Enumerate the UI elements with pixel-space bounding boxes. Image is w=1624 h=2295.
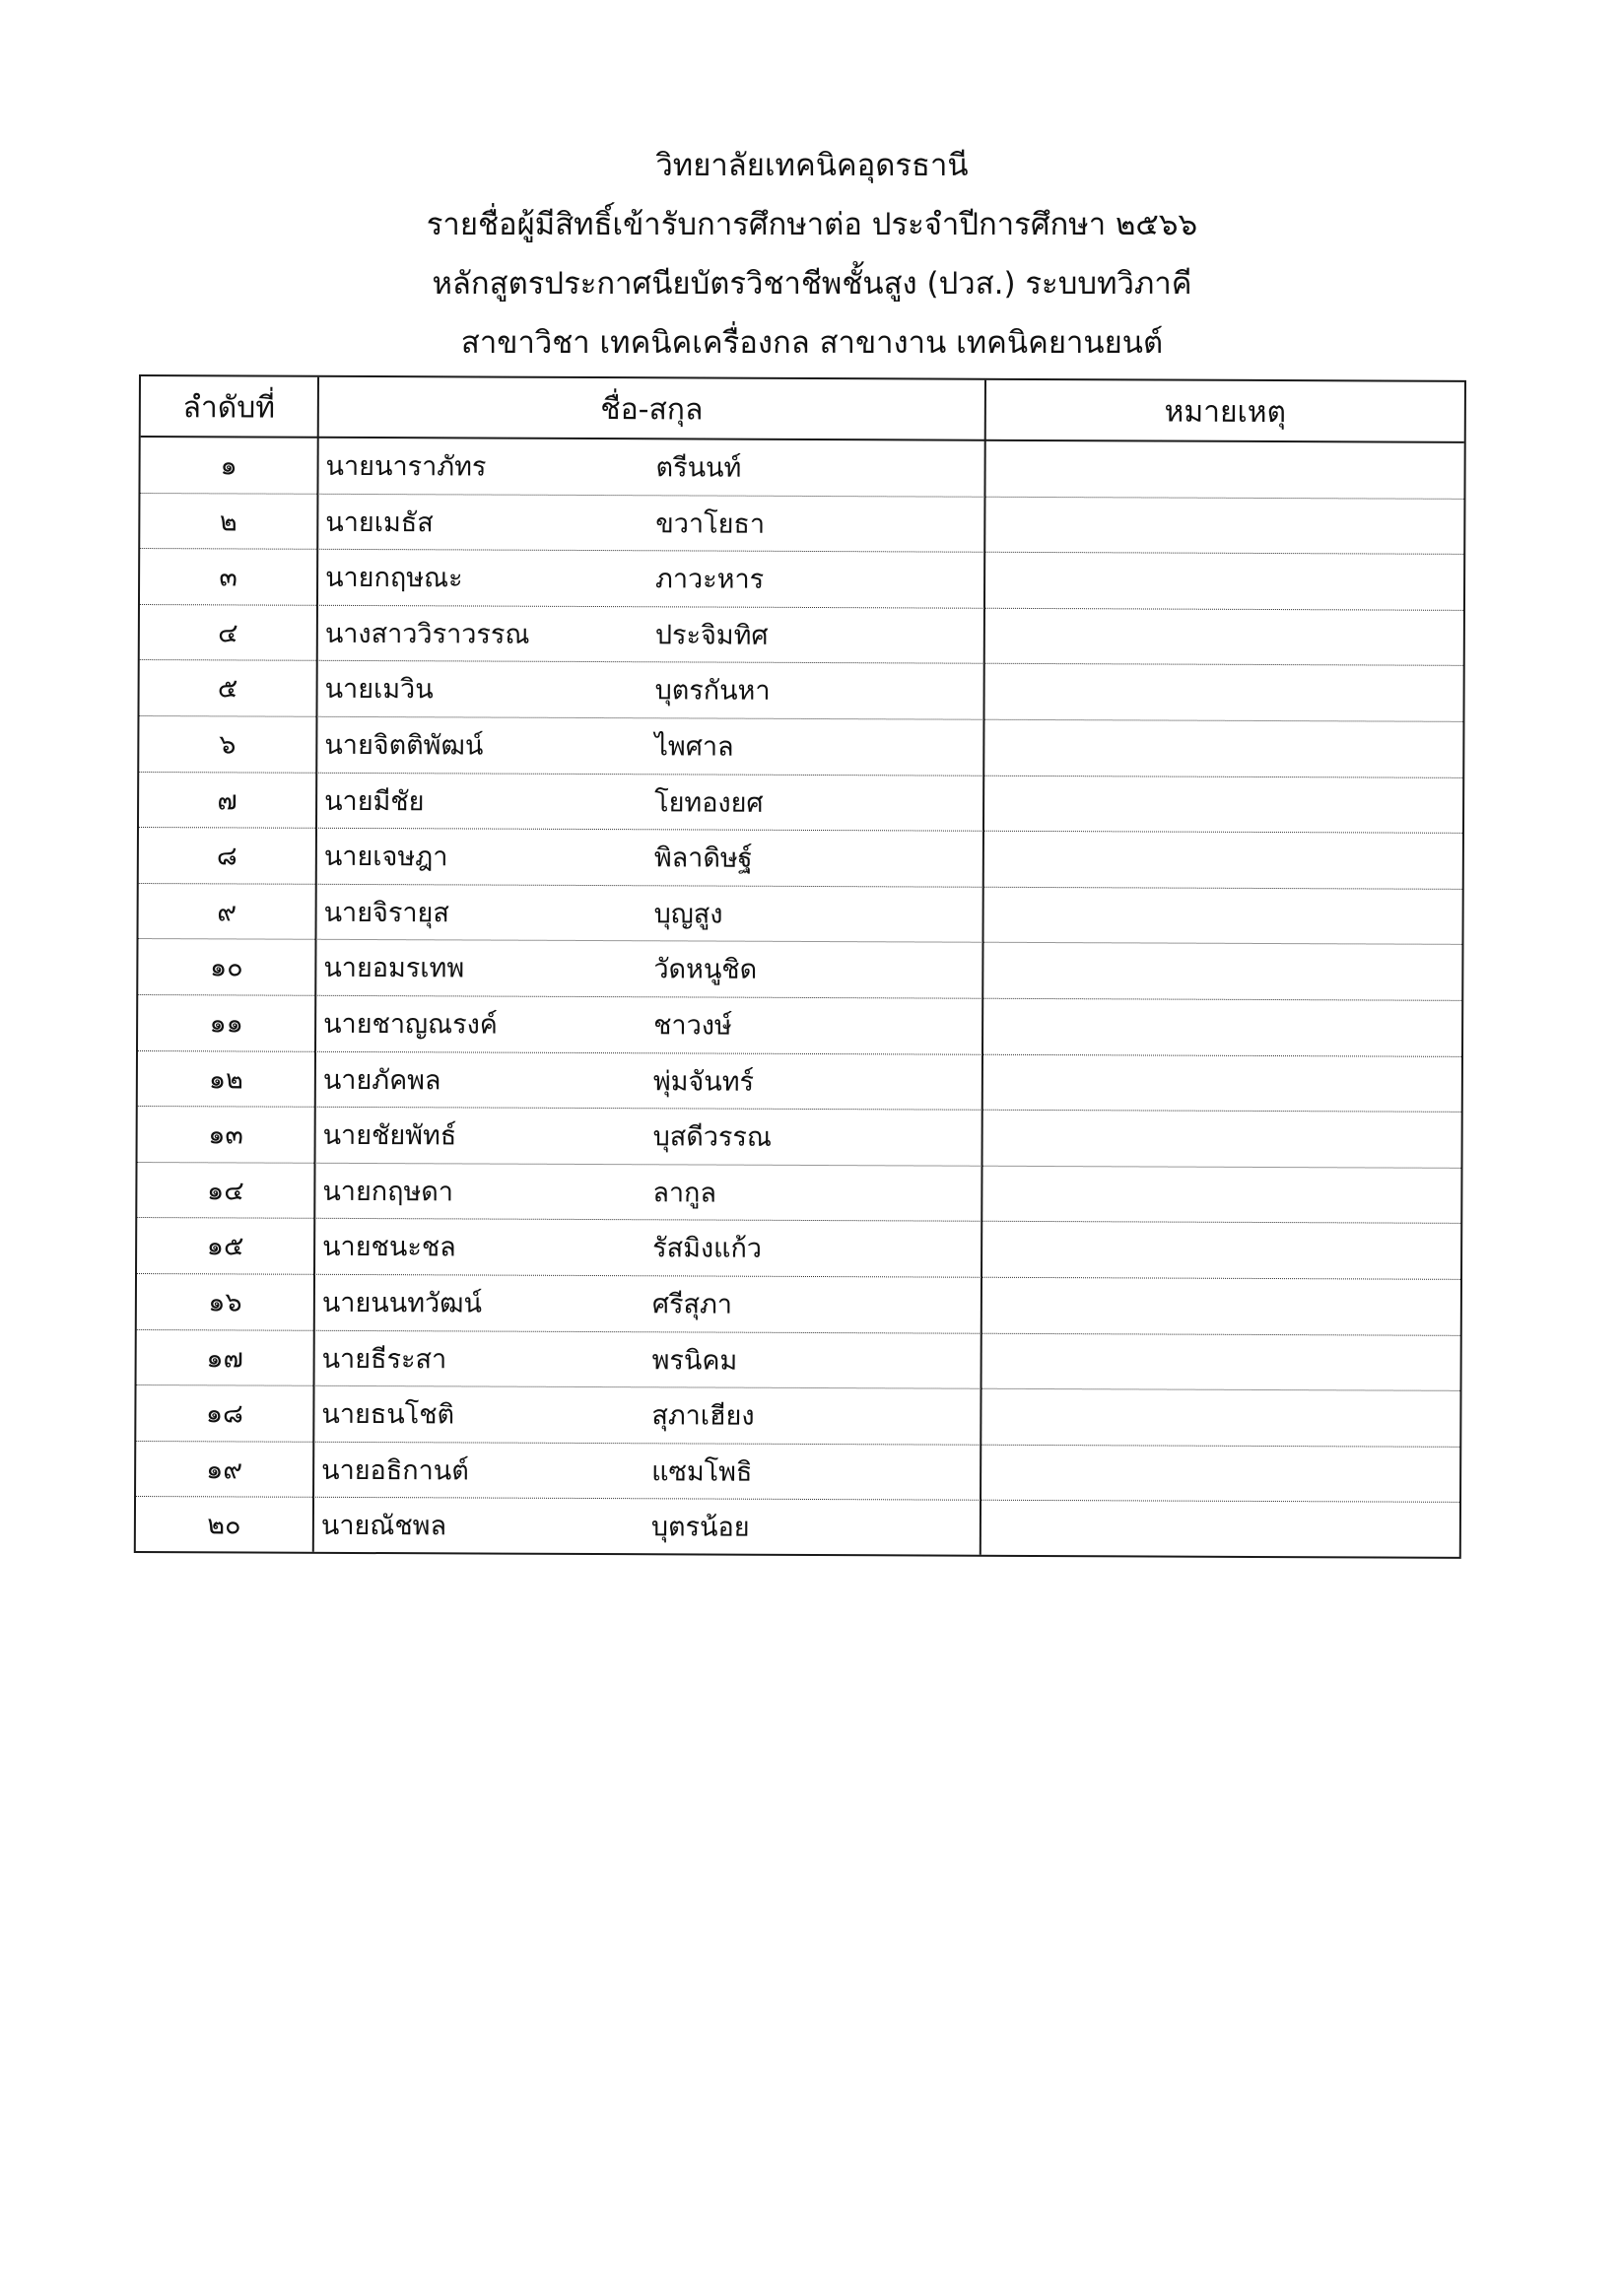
row-last-name: พุ่มจันทร์ xyxy=(652,1065,755,1098)
row-order: ๙ xyxy=(217,897,237,928)
table-header-row xyxy=(141,376,1464,443)
row-order: ๑๓ xyxy=(208,1119,243,1151)
row-first-name: นายมีชัย xyxy=(324,785,425,817)
table-row xyxy=(138,1107,1461,1168)
program-title: หลักสูตรประกาศนียบัตรวิชาชีพชั้นสูง (ปวส.) ระบบทวิภาคี xyxy=(432,266,1192,302)
table-row xyxy=(136,1385,1459,1447)
row-order: ๑๘ xyxy=(205,1398,243,1430)
table-row xyxy=(139,828,1462,889)
table-row xyxy=(136,1442,1459,1503)
row-note xyxy=(982,1222,1460,1279)
row-note xyxy=(983,1111,1461,1168)
row-order: ๑ xyxy=(220,450,237,482)
row-order: ๕ xyxy=(217,673,238,705)
row-order: ๒ xyxy=(219,506,237,538)
row-note xyxy=(984,664,1462,721)
row-last-name: ศรีสุภา xyxy=(651,1289,733,1320)
row-first-name: นายกฤษดา xyxy=(322,1176,454,1208)
row-first-name: นางสาววิราวรรณ xyxy=(324,618,530,650)
column-header-note: หมายเหตุ xyxy=(1164,394,1287,431)
row-last-name: วัดหนูชิด xyxy=(653,954,758,986)
row-note xyxy=(985,497,1463,554)
row-first-name: นายธีระสา xyxy=(321,1343,447,1375)
table-row xyxy=(138,884,1461,945)
row-last-name: ประจิมทิศ xyxy=(654,620,769,651)
row-note xyxy=(983,1054,1461,1112)
row-note xyxy=(985,441,1463,499)
table-row xyxy=(140,494,1463,555)
column-header-order: ลำดับที่ xyxy=(182,390,276,426)
row-note xyxy=(983,887,1461,944)
table-row xyxy=(140,438,1463,499)
row-note xyxy=(981,1501,1459,1558)
row-last-name: แซมโพธิ xyxy=(651,1455,753,1488)
row-last-name: บุตรน้อย xyxy=(650,1512,750,1543)
table-row xyxy=(137,1329,1460,1390)
table-row xyxy=(139,660,1462,721)
list-title: รายชื่อผู้มีสิทธิ์เข้ารับการศึกษาต่อ ประจำปีการศึกษา ๒๕๖๖ xyxy=(426,207,1198,242)
table-row xyxy=(137,1274,1460,1335)
row-first-name: นายเมวิน xyxy=(324,674,434,706)
row-note xyxy=(981,1389,1459,1447)
row-order: ๑๑ xyxy=(209,1008,243,1040)
row-order: ๗ xyxy=(217,784,237,817)
row-first-name: นายเจษฎา xyxy=(323,841,448,873)
row-note xyxy=(982,1166,1460,1223)
row-note xyxy=(984,776,1462,833)
row-last-name: รัสมิงแก้ว xyxy=(652,1233,763,1265)
row-order: ๑๔ xyxy=(207,1176,244,1207)
row-last-name: บุญสูง xyxy=(653,899,723,930)
row-order: ๒๐ xyxy=(207,1510,241,1541)
row-first-name: นายจิตติพัฒน์ xyxy=(324,729,484,762)
student-table xyxy=(134,374,1466,1559)
document-header xyxy=(0,136,1624,372)
row-first-name: นายนาราภัทร xyxy=(325,450,487,483)
row-note xyxy=(981,1445,1459,1502)
row-order: ๘ xyxy=(216,841,237,872)
row-note xyxy=(982,1333,1460,1390)
table-row xyxy=(138,995,1461,1056)
row-last-name: ภาวะหาร xyxy=(655,564,765,595)
row-order: ๑๐ xyxy=(209,952,243,983)
row-note xyxy=(984,720,1462,777)
row-order: ๑๕ xyxy=(206,1231,244,1262)
row-last-name: บุสดีวรรณ xyxy=(652,1121,773,1153)
row-order: ๑๒ xyxy=(208,1063,243,1095)
row-first-name: นายอมรเทพ xyxy=(323,953,465,984)
table-row xyxy=(136,1497,1459,1558)
row-first-name: นายอธิกานต์ xyxy=(321,1454,469,1487)
row-order: ๑๙ xyxy=(206,1453,243,1486)
table-row xyxy=(140,549,1463,610)
row-last-name: ลากูล xyxy=(652,1178,717,1209)
row-last-name: พรนิคม xyxy=(651,1344,738,1377)
major-title: สาขาวิชา เทคนิคเครื่องกล สาขางาน เทคนิคยานยนต์ xyxy=(460,325,1164,361)
row-last-name: ตรีนนท์ xyxy=(655,452,742,484)
table-row xyxy=(140,605,1463,666)
row-first-name: นายภัคพล xyxy=(322,1064,441,1096)
row-note xyxy=(983,943,1461,1000)
row-last-name: ขวาโยธา xyxy=(655,507,766,540)
row-first-name: นายชนะชล xyxy=(322,1232,456,1263)
row-order: ๖ xyxy=(219,729,237,761)
table-row xyxy=(138,1051,1461,1113)
row-last-name: สุภาเฮียง xyxy=(651,1400,755,1432)
row-first-name: นายชาญณรงค์ xyxy=(323,1008,498,1041)
row-note xyxy=(983,999,1461,1056)
row-order: ๔ xyxy=(218,618,238,649)
college-name: วิทยาลัยเทคนิคอุดรธานี xyxy=(655,148,969,183)
row-first-name: นายเมธัส xyxy=(325,506,434,538)
row-first-name: นายชัยพัทธ์ xyxy=(322,1119,457,1152)
row-last-name: ชาวงษ์ xyxy=(653,1010,732,1042)
row-last-name: พิลาดิษฐ์ xyxy=(653,843,753,874)
table-row xyxy=(139,716,1462,777)
row-first-name: นายธนโชติ xyxy=(321,1398,455,1431)
row-note xyxy=(985,553,1463,610)
row-first-name: นายกฤษณะ xyxy=(325,563,463,594)
table-row xyxy=(138,939,1461,1000)
row-order: ๑๗ xyxy=(206,1342,243,1374)
table-row xyxy=(137,1163,1460,1224)
row-order: ๓ xyxy=(219,562,237,593)
table-row xyxy=(139,773,1462,834)
row-last-name: บุตรกันหา xyxy=(654,675,771,708)
row-order: ๑๖ xyxy=(208,1287,242,1318)
column-header-name: ชื่อ-สกุล xyxy=(600,392,704,428)
row-first-name: นายณัชพล xyxy=(320,1511,447,1542)
row-note xyxy=(985,609,1463,666)
table-row xyxy=(137,1218,1460,1279)
row-note xyxy=(982,1278,1460,1335)
table-body xyxy=(136,438,1464,1559)
row-last-name: ไพศาล xyxy=(654,731,734,763)
row-note xyxy=(984,832,1462,889)
row-first-name: นายนนทวัฒน์ xyxy=(321,1287,483,1319)
row-last-name: โยทองยศ xyxy=(654,786,764,819)
row-first-name: นายจิรายุส xyxy=(323,897,449,929)
